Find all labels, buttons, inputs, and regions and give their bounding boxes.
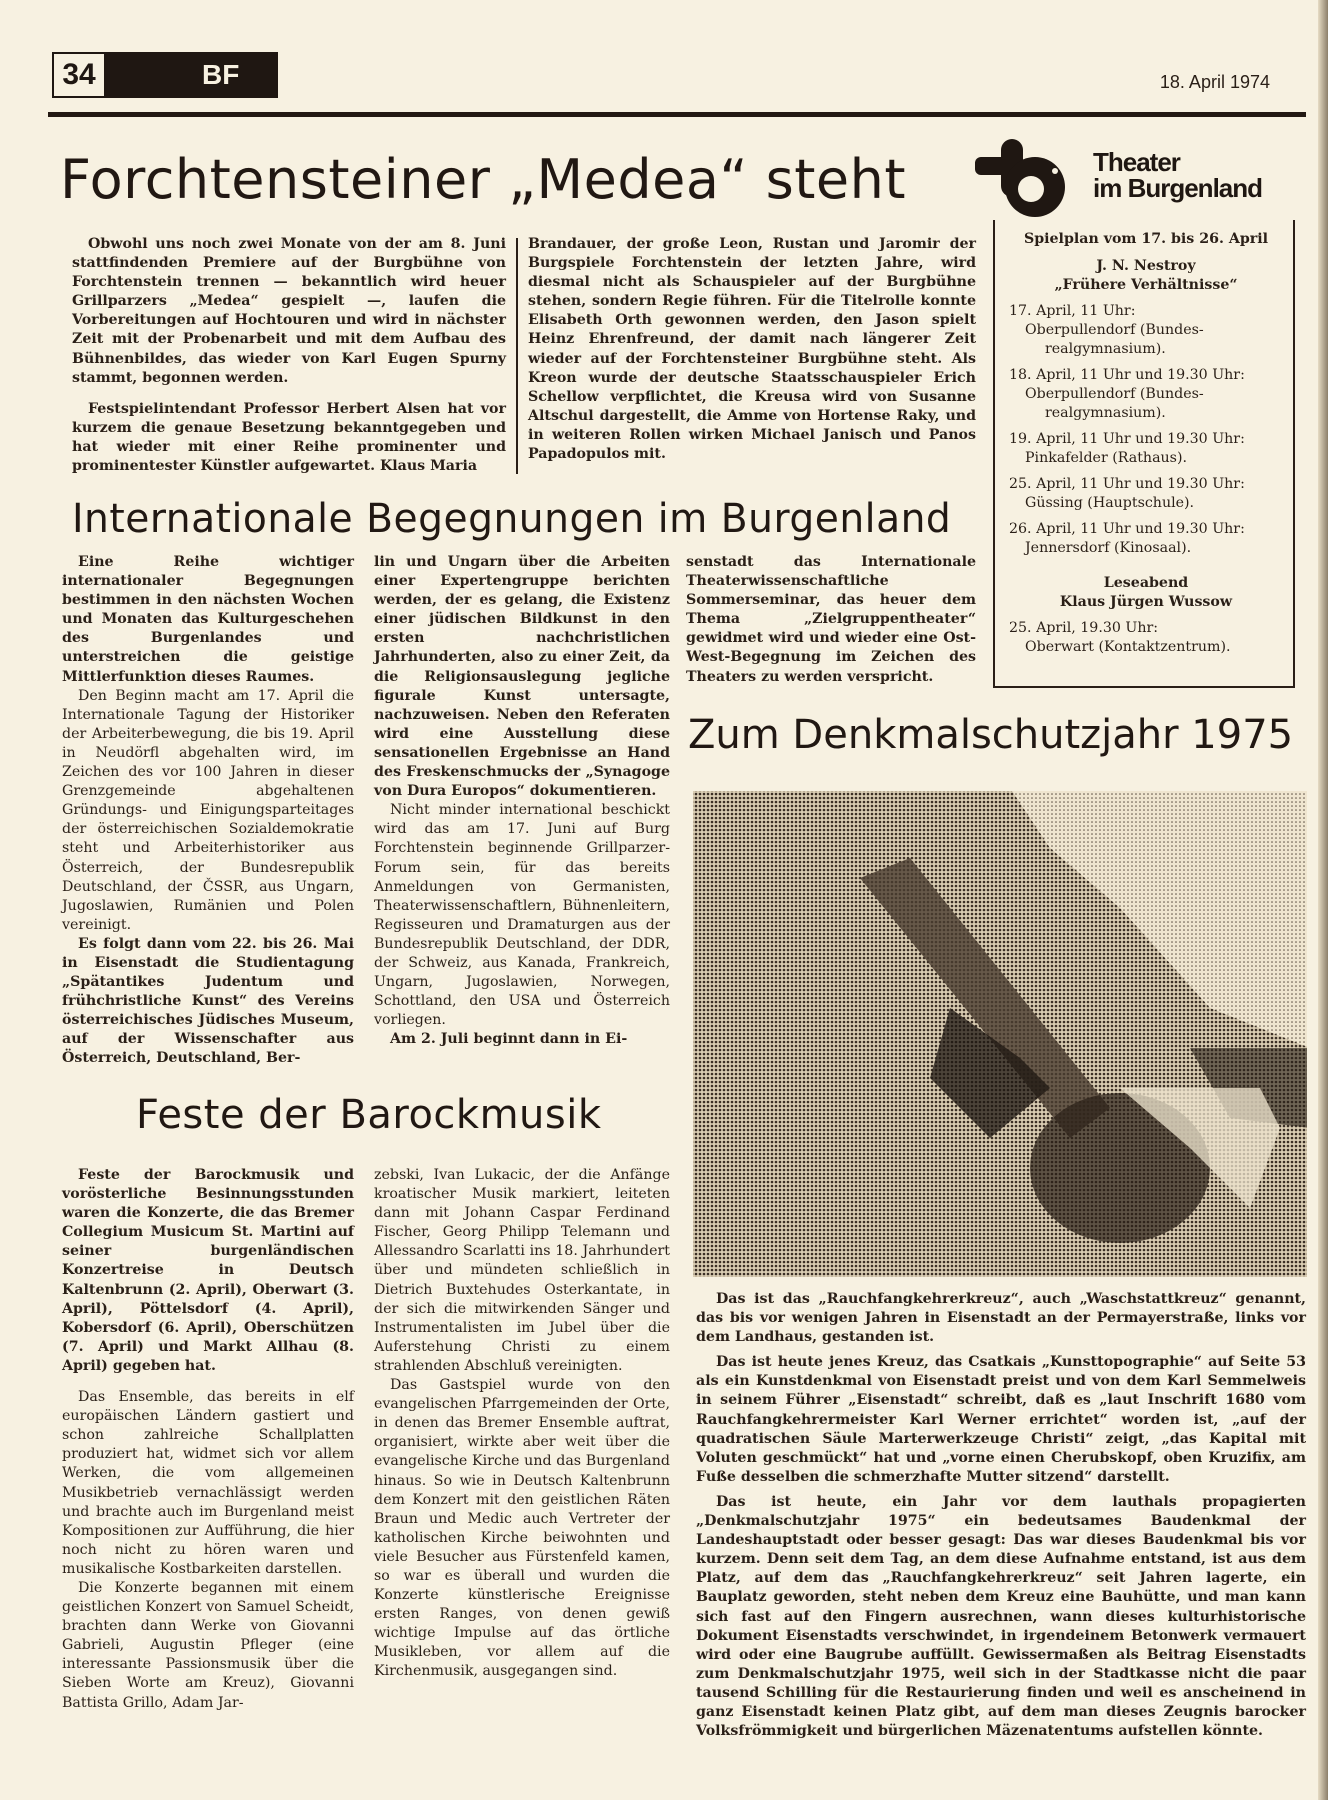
- headline-barockmusik: Feste der Barockmusik: [136, 1092, 602, 1138]
- schedule-play: „Frühere Verhältnisse“: [1054, 277, 1238, 293]
- barock-column-1: [62, 1166, 354, 1713]
- logo-text: [1093, 149, 1262, 201]
- page-number: 34: [54, 54, 104, 96]
- event-place: Oberpullendorf (Bundes-: [1025, 322, 1204, 338]
- theater-logo-icon: [975, 135, 1087, 225]
- denkmal-paragraph: Das ist das „Rauchfangkehrerkreuz“, auch „Waschstattkreuz“ genannt, das bis vor wenigen Jahren in Eisenstadt an der Permayerstraße, links vor dem Landhaus, gestanden ist.: [696, 1291, 1306, 1346]
- begegnungen-paragraph: senstadt das Internationale Theaterwissenschaftliche Sommerseminar, das heuer dem Thema „Zielgruppentheater“ gewidmet wird und wieder eine Ost-West-Begegnung im Zeichen des Theaters zu werden verspricht.: [686, 554, 976, 685]
- event-place: Oberwart (Kontaktzentrum).: [1025, 639, 1231, 655]
- page-header-box: [52, 52, 278, 98]
- barock-paragraph: Die Konzerte begannen mit einem geistlichen Konzert von Samuel Scheidt, brachten dann Werke von Giovanni Gabrieli, Augustin Pfleger (eine interessante Passionsmusik über die Sieben Worte am Kreuz), Giovanni Battista Grillo, Adam Jar-: [62, 1579, 354, 1711]
- event-date: 19. April, 11 Uhr und 19.30 Uhr:: [1009, 431, 1245, 447]
- section-label: BF: [202, 59, 240, 90]
- medea-column-2: [528, 235, 976, 464]
- begegnungen-paragraph: Es folgt dann vom 22. bis 26. Mai in Eisenstadt die Studientagung „Spätantikes Judentum und frühchristliche Kunst“ des Vereins österreichisches Jüdisches Museum, auf der Wissenschafter aus Österreich, Deutschland, Ber-: [62, 935, 354, 1067]
- event-date: 17. April, 11 Uhr:: [1009, 303, 1136, 319]
- schedule-event: [1009, 520, 1283, 558]
- medea-paragraph: Brandauer, der große Leon, Rustan und Jaromir der Burgspiele Forchtenstein der letzten Jahre, wird diesmal nicht als Schauspieler auf der Burgbühne stehen, sondern Regie führen. Für die Titelrolle konnte Elisabeth Orth gewonnen werden, den Jason spielt Heinz Ehrenfreund, der damit nach längerer Zeit wieder auf der Forchtensteiner Burgbühne steht. Als Kreon wurde der deutsche Staatsschauspieler Erich Schellow verpflichtet, die Kreusa wird von Susanne Altschul dargestellt, die Amme von Hortense Raky, und in weiteren Rollen wirken Michael Janisch und Panos Papadopulos mit.: [528, 236, 976, 463]
- event-date: 26. April, 11 Uhr und 19.30 Uhr:: [1009, 521, 1245, 537]
- reading-author: Klaus Jürgen Wussow: [1059, 594, 1233, 610]
- denkmal-paragraph: Das ist heute jenes Kreuz, das Csatkais „Kunsttopographie“ auf Seite 53 als ein Kunstdenkmal von Eisenstadt preist und von dem Karl Semmelweis in seinem Führer „Eisenstadt“ schreibt, daß es „laut Inschrift 1680 vom Rauchfangkehrermeister Karl Werner errichtet“ worden ist, „auf der quadratischen Säule Marterwerkzeuge Christi“ zeigt, „das Kapital mit Voluten geschmückt“ hat und „vorne einen Cherubskopf, oben Kruzifix, am Fuße desselben die schmerzhafte Mutter sitzend“ darstellt.: [696, 1354, 1306, 1485]
- event-place: Oberpullendorf (Bundes-: [1025, 386, 1204, 402]
- schedule-event: [1009, 366, 1283, 423]
- barock-paragraph: zebski, Ivan Lukacic, der die Anfänge kroatischer Musik markiert, leiteten dann mit Johann Caspar Ferdinand Fischer, Georg Philipp Telemann und Allessandro Scarlatti ins 18. Jahrhundert über und mündeten schließlich in Dietrich Buxtehudes Osterkantate, in der sich die mitwirkenden Sänger und Instrumentalisten im Jubel über die Auferstehung Christi zu einem strahlenden Abschluß vereinigten.: [374, 1167, 670, 1374]
- photo-image-icon: [690, 788, 1310, 1280]
- event-place: realgymnasium).: [1045, 405, 1166, 421]
- issue-date: 18. April 1974: [1159, 72, 1270, 92]
- denkmal-paragraph: Das ist heute, ein Jahr vor dem lauthals propagierten „Denkmalschutzjahr 1975“ ein bedeutsames Baudenkmal der Landeshauptstadt oder besser gesagt: Das war dieses Baudenkmal bis vor kurzem. Denn seit dem Tag, an dem diese Aufnahme entstand, ist aus dem Platz, auf dem das „Rauchfangkehrerkreuz“ seit Jahren lagerte, ein Bauplatz geworden, steht neben dem Kreuz eine Bauhütte, und man kann sich fast auf den Fingern ausrechnen, wann dieses kulturhistorische Dokument Eisenstadts verschwindet, in irgendeinem Betonwerk vermauert wird oder eine Baugrube auffüllt. Gewissermaßen als Beitrag Eisenstadts zum Denkmalschutzjahr 1975, weil sich in der Stadtkasse nicht die paar tausend Schilling für die Restaurierung finden und weil es anscheinend in ganz Eisenstadt keinen Platz gibt, auf dem man dieses Zeugnis barocker Volksfrömmigkeit und bürgerlichen Mäzenatentums aufstellen könnte.: [696, 1493, 1306, 1740]
- schedule-event: [1009, 302, 1283, 359]
- event-place: Pinkafelder (Rathaus).: [1025, 450, 1187, 466]
- barock-paragraph: Das Ensemble, das bereits in elf europäischen Ländern gastiert und schon zahlreiche Schallplatten produziert hat, widmet sich vor allem Werken, die vom allgemeinen Musikbetrieb vernachlässigt werden und brachte auch im Burgenland meist Kompositionen zur Aufführung, die hier noch nicht zu hören waren und musikalische Kostbarkeiten darstellen.: [62, 1389, 354, 1577]
- begegnungen-column-3: [686, 553, 976, 687]
- page-edge-shadow: [1318, 0, 1328, 1800]
- headline-medea: Forchtensteiner „Medea“ steht: [60, 148, 907, 211]
- schedule-box: [993, 220, 1295, 688]
- begegnungen-lead: Eine Reihe wichtiger internationaler Begegnungen bestimmen in den nächsten Wochen und Monaten das Kulturgeschehen des Burgenlandes und unterstreichen die geistige Mittlerfunktion dieses Raumes.: [62, 554, 354, 685]
- event-date: 25. April, 11 Uhr und 19.30 Uhr:: [1009, 476, 1245, 492]
- medea-paragraph: Festspielintendant Professor Herbert Alsen hat vor kurzem die genaue Besetzung bekanntgegeben und hat wieder mit einer Reihe prominenter und prominentester Künstler aufgewartet. Klaus Maria: [72, 400, 506, 475]
- barock-lead: Feste der Barockmusik und vorösterliche Besinnungsstunden waren die Konzerte, die das Bremer Collegium Musicum St. Martini auf seiner burgenländischen Konzertreise in Deutsch Kaltenbrunn (2. April), Oberwart (3. April), Pöttelsdorf (4. April), Kobersdorf (6. April), Oberschützen (7. April) und Markt Allhau (8. April) gegeben hat.: [62, 1167, 354, 1374]
- column-divider: [516, 238, 518, 474]
- theater-logo: [975, 135, 1295, 225]
- logo-line-1: Theater: [1093, 147, 1180, 177]
- event-date: 18. April, 11 Uhr und 19.30 Uhr:: [1009, 367, 1245, 383]
- event-place: Jennersdorf (Kinosaal).: [1025, 540, 1192, 556]
- photo-rauchfangkehrerkreuz: [690, 788, 1310, 1280]
- begegnungen-column-2: [374, 553, 670, 1049]
- schedule-event: [1009, 475, 1283, 513]
- medea-column-1: [72, 235, 506, 476]
- begegnungen-paragraph: lin und Ungarn über die Arbeiten einer Expertengruppe berichten werden, der es gelang, die Existenz einer jüdischen Bildkunst in den ersten nachchristlichen Jahrhunderten, also zu einer Zeit, da die Religionsauslegung jegliche figurale Kunst untersagte, nachzuweisen. Neben den Referaten wird eine Ausstellung diese sensationellen Ergebnisse an Hand des Freskenschmucks der „Synagoge von Dura Europos“ dokumentieren.: [374, 554, 670, 800]
- reading-title: Leseabend: [1103, 575, 1189, 591]
- event-date: 25. April, 19.30 Uhr:: [1009, 620, 1159, 636]
- photo-caption-article: [696, 1290, 1306, 1747]
- barock-paragraph: Das Gastspiel wurde von den evangelischen Pfarrgemeinden der Orte, in denen das Bremer Ensemble auftrat, organisiert, wirkte aber weit über die evangelische Kirche und das Burgenland hinaus. So wie in Deutsch Kaltenbrunn dem Konzert mit den geistlichen Räten Braun und Medic auch Vertreter der katholischen Kirche beiwohnten und viele Besucher aus Fürstenfeld kamen, so war es überall und wurden die Konzerte künstlerische Ereignisse ersten Ranges, von denen gewiß wichtige Impulse auf das örtliche Musikleben, vor allem auf die Kirchenmusik, ausgegangen sind.: [374, 1377, 670, 1680]
- event-place: realgymnasium).: [1045, 341, 1166, 357]
- barock-column-2: [374, 1166, 670, 1682]
- begegnungen-paragraph: Am 2. Juli beginnt dann in Ei-: [390, 1031, 628, 1048]
- begegnungen-column-1: [62, 553, 354, 1069]
- logo-line-2: im Burgenland: [1093, 173, 1263, 203]
- begegnungen-paragraph: Nicht minder international beschickt wird das am 17. Juni auf Burg Forchtenstein beginnende Grillparzer-Forum sein, für das bereits Anmeldungen von Germanisten, Theaterwissenschaftlern, Bühnenleitern, Regisseuren und Dramaturgen aus der Bundesrepublik Deutschland, der DDR, der Schweiz, aus Kanada, Frankreich, Ungarn, Jugoslawien, Norwegen, Schottland, den USA und Österreich vorliegen.: [374, 802, 670, 1029]
- headline-denkmalschutzjahr: Zum Denkmalschutzjahr 1975: [688, 712, 1294, 758]
- schedule-event: [1009, 619, 1283, 657]
- schedule-event: [1009, 430, 1283, 468]
- medea-paragraph: Obwohl uns noch zwei Monate von der am 8. Juni stattfindenden Premiere auf der Burgbühne von Forchtenstein trennen — bekanntlich wird heuer Grillparzers „Medea“ gespielt —, laufen die Vorbereitungen auf Hochtouren und wird in nächster Zeit mit der Probenarbeit und mit dem Aufbau des Bühnenbildes, das wieder von Karl Eugen Spurny stammt, begonnen werden.: [72, 236, 506, 386]
- schedule-title: Spielplan vom 17. bis 26. April: [1023, 231, 1269, 247]
- header-rule: [48, 112, 1306, 117]
- event-place: Güssing (Hauptschule).: [1025, 495, 1195, 511]
- schedule-author: J. N. Nestroy: [1096, 258, 1196, 274]
- begegnungen-paragraph: Den Beginn macht am 17. April die Internationale Tagung der Historiker der Arbeiterbewegung, die bis 19. April in Neudörfl abgehalten wird, im Zeichen des vor 100 Jahren in dieser Grenzgemeinde abgehaltenen Gründungs- und Einigungsparteitages der österreichischen Sozialdemokratie steht und Arbeiterhistoriker aus Österreich, der Bundesrepublik Deutschland, der ČSSR, aus Ungarn, Jugoslawien, Rumänien und Polen vereinigt.: [62, 687, 354, 933]
- headline-begegnungen: Internationale Begegnungen im Burgenland: [72, 496, 952, 542]
